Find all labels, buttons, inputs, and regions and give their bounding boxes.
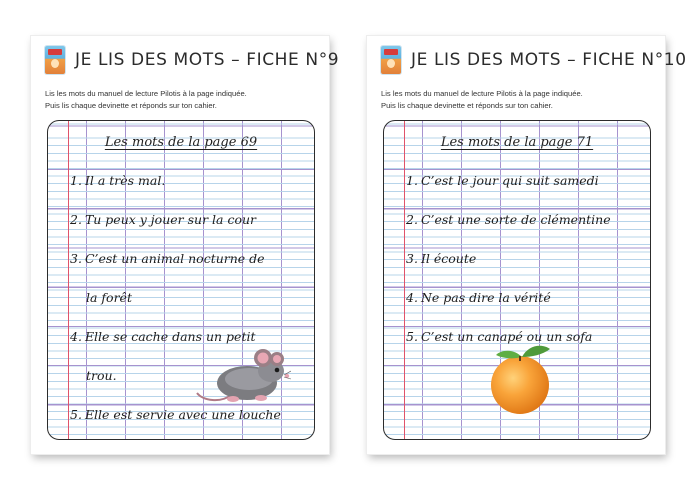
worksheet-fiche-10: [367, 36, 687, 454]
riddle-line: 3. Il écoute: [406, 251, 477, 266]
instructions: [381, 88, 655, 112]
mouse-illustration: [191, 341, 291, 407]
margin-line: [404, 121, 405, 439]
sheet-header: [381, 44, 687, 76]
pilotis-book-icon: [45, 46, 65, 74]
notebook-page: [383, 120, 651, 440]
notebook-page: [47, 120, 315, 440]
riddle-line: 5. C’est un canapé ou un sofa: [406, 329, 593, 344]
riddle-line: trou.: [86, 368, 117, 383]
riddle-line: 4. Ne pas dire la vérité: [406, 290, 551, 305]
riddle-line: 5. Elle est servie avec une louche: [70, 407, 281, 422]
sheet-title: JE LIS DES MOTS – FICHE N°10: [411, 50, 687, 70]
orange-illustration: [484, 339, 556, 415]
riddle-line: 2. C’est une sorte de clémentine: [406, 212, 611, 227]
instruction-line: Puis lis chaque devinette et réponds sur ton cahier.: [381, 101, 553, 110]
sheet-header: [45, 44, 340, 76]
instructions: [45, 88, 319, 112]
sheet-title: JE LIS DES MOTS – FICHE N°9: [75, 50, 340, 70]
pilotis-book-icon: [381, 46, 401, 74]
riddle-line: 4. Elle se cache dans un petit: [70, 329, 256, 344]
instruction-line: Lis les mots du manuel de lecture Pilotis à la page indiquée.: [45, 89, 247, 98]
riddle-line: 3. C’est un animal nocturne de: [70, 251, 265, 266]
riddle-line: la forêt: [86, 290, 132, 305]
instruction-line: Puis lis chaque devinette et réponds sur ton cahier.: [45, 101, 217, 110]
worksheet-fiche-9: [31, 36, 340, 454]
instruction-line: Lis les mots du manuel de lecture Pilotis à la page indiquée.: [381, 89, 583, 98]
page-heading: Les mots de la page 71: [440, 135, 594, 150]
page-heading: Les mots de la page 69: [104, 135, 258, 150]
riddle-line: 1. C’est le jour qui suit samedi: [406, 173, 599, 188]
riddle-line: 1. Il a très mal.: [70, 173, 166, 188]
margin-line: [68, 121, 69, 439]
riddle-line: 2. Tu peux y jouer sur la cour: [70, 212, 256, 227]
